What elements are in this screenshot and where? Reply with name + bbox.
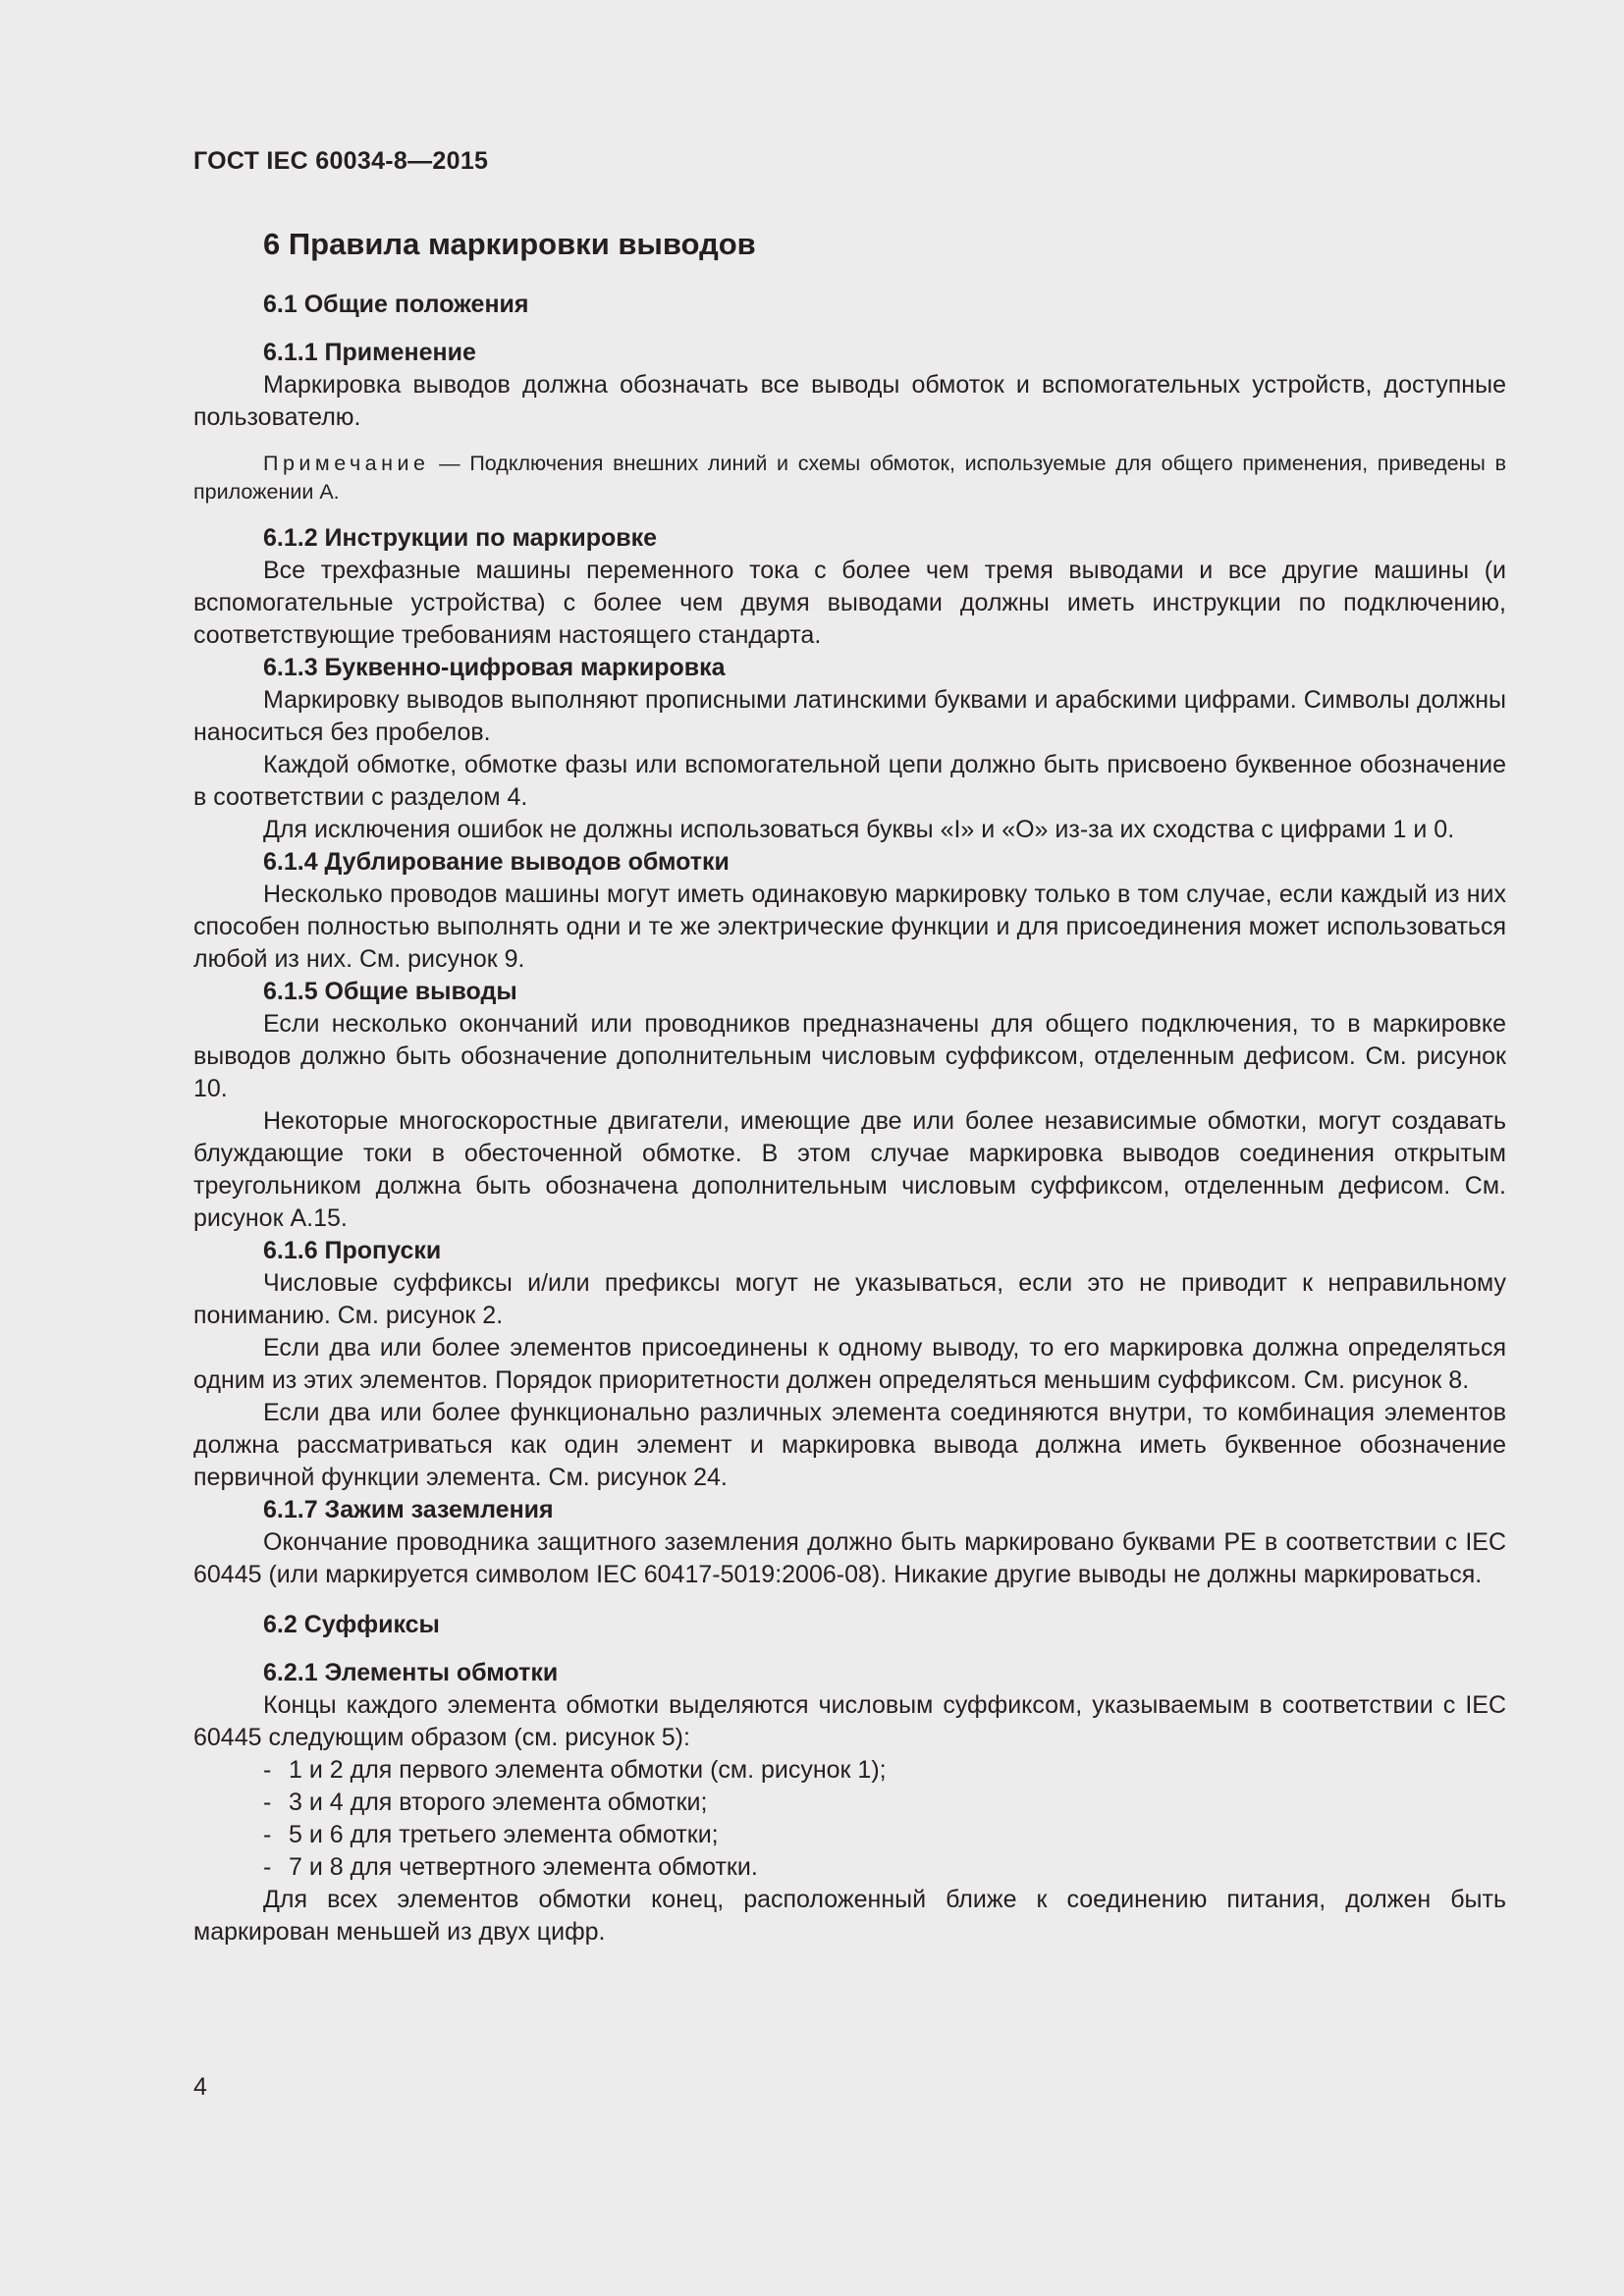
list-marker: - [263,1756,272,1784]
paragraph: Концы каждого элемента обмотки выделяются числовым суффиксом, указываемым в соответствии с IEC 60445 следующим образом (см. рисунок 5): [193,1691,1506,1751]
section-6-1-7-title: 6.1.7 Зажим заземления [263,1496,554,1523]
section-6-1-1-title: 6.1.1 Применение [263,339,476,366]
list-item: - 7 и 8 для четвертного элемента обмотки. [193,1851,1506,1884]
paragraph: Некоторые многоскоростные двигатели, имеющие две или более независимые обмотки, могут создавать блуждающие токи в обесточенной обмотке. В этом случае маркировка выводов соединения открытым треугольником должна быть обозначена дополнительным числовым суффиксом, отделенным дефисом. См. рисунок А.15. [193,1107,1506,1232]
section-6-1-3-title: 6.1.3 Буквенно-цифровая маркировка [263,654,726,681]
paragraph: Каждой обмотке, обмотке фазы или вспомогательной цепи должно быть присвоено буквенное обозначение в соответствии с разделом 4. [193,751,1506,811]
list-item: - 1 и 2 для первого элемента обмотки (см. рисунок 1); [193,1754,1506,1787]
paragraph: Если два или более функционально различных элемента соединяются внутри, то комбинация элементов должна рассматриваться как один элемент и маркировка вывода должна иметь буквенное обозначение первичной функции элемента. См. рисунок 24. [193,1399,1506,1491]
paragraph: Для исключения ошибок не должны использоваться буквы «I» и «O» из-за их сходства с цифрами 1 и 0. [263,816,1455,843]
section-6-2-1-title: 6.2.1 Элементы обмотки [263,1659,559,1686]
section-6-1-5-title: 6.1.5 Общие выводы [263,978,517,1005]
paragraph: Окончание проводника защитного заземления должно быть маркировано буквами PE в соответствии с IEC 60445 (или маркируется символом IEC 60417-5019:2006-08). Никакие другие выводы не должны маркироваться. [193,1528,1506,1588]
page-number: 4 [193,2073,207,2101]
section-6-1-title: 6.1 Общие положения [263,291,529,318]
paragraph: Если два или более элементов присоединены к одному выводу, то его маркировка должна определяться одним из этих элементов. Порядок приоритетности должен определяться меньшим суффиксом. См. рисунок 8. [193,1334,1506,1394]
document-body [193,222,1506,1949]
list-item: - 5 и 6 для третьего элемента обмотки; [193,1819,1506,1851]
list-marker: - [263,1853,272,1881]
paragraph: Если несколько окончаний или проводников предназначены для общего подключения, то в маркировке выводов должно быть обозначение дополнительным числовым суффиксом, отделенным дефисом. См. рисунок 10. [193,1010,1506,1102]
list-item: - 3 и 4 для второго элемента обмотки; [193,1787,1506,1819]
list-marker: - [263,1789,272,1816]
section-6-1-2-title: 6.1.2 Инструкции по маркировке [263,524,658,552]
list-marker: - [263,1821,272,1848]
section-6-title: 6 Правила маркировки выводов [263,227,756,261]
section-spacer [193,1591,1506,1609]
section-6-2-title: 6.2 Суффиксы [263,1611,440,1638]
paragraph: Для всех элементов обмотки конец, расположенный ближе к соединению питания, должен быть маркирован меньшей из двух цифр. [193,1886,1506,1946]
paragraph: Несколько проводов машины могут иметь одинаковую маркировку только в том случае, если каждый из них способен полностью выполнять одни и те же электрические функции и для присоединения может использоваться любой из них. См. рисунок 9. [193,881,1506,973]
paragraph: Все трехфазные машины переменного тока с более чем тремя выводами и все другие машины (и вспомогательные устройства) с более чем двумя выводами должны иметь инструкции по подключению, соответствующие требованиям настоящего стандарта. [193,557,1506,649]
paragraph: Маркировку выводов выполняют прописными латинскими буквами и арабскими цифрами. Символы должны наноситься без пробелов. [193,686,1506,746]
paragraph: Маркировка выводов должна обозначать все выводы обмоток и вспомогательных устройств, доступные пользователю. [193,371,1506,431]
section-6-1-6-title: 6.1.6 Пропуски [263,1237,442,1264]
suffix-list [193,1754,1506,1884]
standard-designation: ГОСТ IEC 60034-8—2015 [193,147,489,175]
note [193,450,1506,507]
note-text: — Подключения внешних линий и схемы обмоток, используемые для общего применения, приведены в приложении А. [193,452,1506,504]
paragraph: Числовые суффиксы и/или префиксы могут не указываться, если это не приводит к неправильному пониманию. См. рисунок 2. [193,1269,1506,1329]
note-label: Примечание [263,452,430,475]
section-6-1-4-title: 6.1.4 Дублирование выводов обмотки [263,848,730,876]
